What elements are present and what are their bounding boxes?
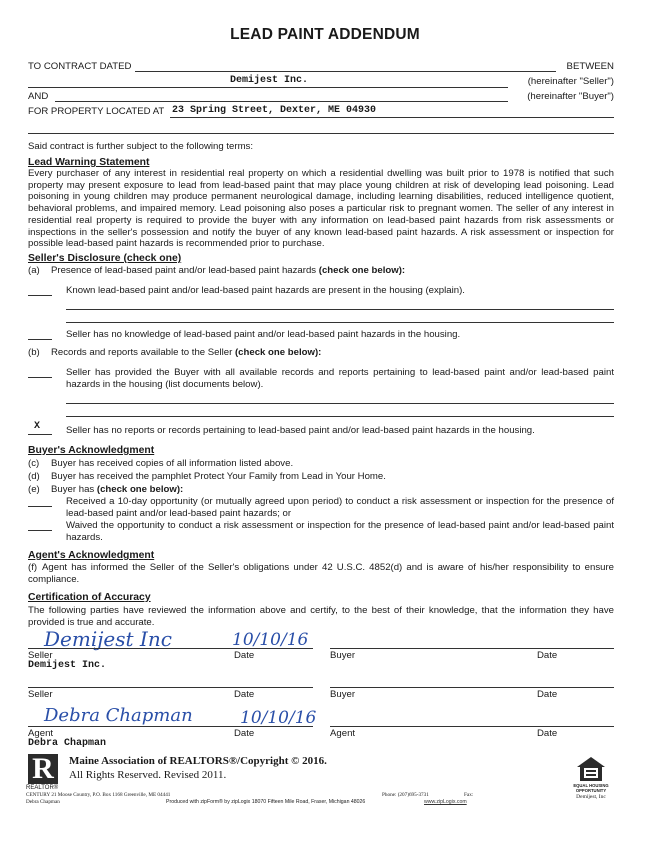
buyer2-date-label: Date [537, 689, 558, 700]
office-line: CENTURY 21 Moose Country, P.O. Box 1168 Greenville, ME 04441 [26, 792, 171, 798]
lead-warning-text: Every purchaser of any interest in residential real property on which a residential dwelling was built prior to 1978 is notified that such property may present exposure to lead from lead-based paint that may place young children at risk of developing lead poisoning. Lead poisoning in young children may produce permanent neurological damage, including learning disabilities, reduced intelligence quotient, behavioral problems, and impaired memory. Lead poisoning also poses a particular risk to pregnant women. The seller of any interest in residential real property is required to provide the buyer with any information on lead-based paint hazards from risk assessments or inspections in the seller's possession and notify the buyer of any known lead-based paint hazards. A risk assessment or inspection for possible lead-based paint hazards is recommended prior to purchase. [28, 168, 614, 250]
item-a-text: Presence of lead-based paint and/or lead-based paint hazards (check one below): [51, 265, 406, 276]
item-b-text: Records and reports available to the Seller (check one below): [51, 347, 322, 358]
agent-signature-line[interactable] [28, 726, 313, 727]
checkbox-no-records[interactable] [28, 434, 52, 435]
option-received-opportunity: Received a 10-day opportunity (or mutually agreed upon period) to conduct a risk assessment or inspection for the presence of lead-based paint and/or lead-based paint hazards; or [66, 496, 614, 519]
realtor-logo-caption: REALTOR® [26, 785, 59, 791]
and-label: AND [28, 91, 49, 102]
agent-printed-name: Debra Chapman [28, 738, 107, 749]
buyer-date-label: Date [537, 650, 558, 661]
seller-name-value: Demijest Inc. [230, 75, 309, 86]
property-field[interactable] [170, 117, 614, 118]
agent-label: Agent [28, 728, 54, 739]
page-title: LEAD PAINT ADDENDUM [230, 26, 420, 43]
item-b-label: (b) [28, 347, 40, 358]
item-f-text: Agent has informed the Seller of the Seller's obligations under 42 U.S.C. 4852(d) and is aware of his/her responsibility to ensure compliance. [28, 562, 614, 585]
equal-housing-caption: EQUAL HOUSING OPPORTUNITY [573, 783, 609, 793]
certification-heading: Certification of Accuracy [28, 592, 151, 603]
buyer2-signature-line[interactable] [330, 687, 614, 688]
property-value: 23 Spring Street, Dexter, ME 04930 [172, 105, 377, 116]
item-a-label: (a) [28, 265, 40, 276]
agent-date-label: Date [234, 728, 255, 739]
seller-signature: Demijest Inc [44, 627, 172, 651]
footer-agent-name: Debra Chapman [26, 799, 60, 805]
option-records-provided: Seller has provided the Buyer with all available records and reports pertaining to lead-based paint and/or lead-based paint hazards in the housing (list documents below). [66, 367, 614, 390]
checkbox-received-opportunity[interactable] [28, 506, 52, 507]
agent-signature-date: 10/10/16 [240, 708, 317, 728]
contract-dated-label: TO CONTRACT DATED [28, 61, 132, 72]
ziplogix-link[interactable]: www.zipLogix.com [424, 799, 467, 805]
buyer-suffix: (hereinafter "Buyer") [527, 91, 614, 102]
copyright-line2: All Rights Reserved. Revised 2011. [69, 769, 227, 781]
lead-warning-heading: Lead Warning Statement [28, 157, 150, 168]
agent-ack-heading: Agent's Acknowledgment [28, 550, 155, 561]
seller-suffix: (hereinafter "Seller") [527, 76, 614, 87]
seller-disclosure-heading: Seller's Disclosure (check one) [28, 253, 182, 264]
realtor-logo-icon: R [28, 754, 58, 784]
seller-date-label: Date [234, 650, 255, 661]
agent2-label: Agent [330, 728, 356, 739]
intro-text: Said contract is further subject to the following terms: [28, 141, 254, 152]
seller-printed-name: Demijest Inc. [28, 660, 107, 671]
file-name: Demijest, Inc [576, 794, 606, 800]
agent2-signature-line[interactable] [330, 726, 614, 727]
agent2-date-label: Date [537, 728, 558, 739]
buyer-signature-line[interactable] [330, 648, 614, 649]
produced-by: Produced with zipForm® by zipLogix 18070 Fifteen Mile Road, Fraser, Michigan 48026 [166, 799, 366, 805]
checkbox-waived-opportunity[interactable] [28, 530, 52, 531]
buyer-ack-heading: Buyer's Acknowledgment [28, 445, 155, 456]
equal-housing-icon [576, 756, 606, 782]
explain-line-1[interactable] [66, 309, 614, 310]
item-e-text: Buyer has (check one below): [51, 484, 184, 495]
copyright-line1: Maine Association of REALTORS®/Copyright © 2016. [69, 755, 327, 767]
seller2-date-label: Date [234, 689, 255, 700]
item-e-label: (e) [28, 484, 40, 495]
seller2-label: Seller [28, 689, 53, 700]
footer-phone: Phone: (207)695-3731 [382, 792, 429, 798]
footer-fax: Fax: [464, 792, 474, 798]
option-no-records: Seller has no reports or records pertaining to lead-based paint and/or lead-based paint hazards in the housing. [66, 425, 535, 436]
buyer2-label: Buyer [330, 689, 356, 700]
item-c-label: (c) [28, 458, 40, 469]
property-field-continued[interactable] [28, 133, 614, 134]
item-d-label: (d) [28, 471, 40, 482]
seller-signature-date: 10/10/16 [232, 630, 309, 650]
option-no-knowledge: Seller has no knowledge of lead-based paint and/or lead-based paint hazards in the housing. [66, 329, 461, 340]
seller-signature-line[interactable] [28, 648, 313, 649]
seller2-signature-line[interactable] [28, 687, 313, 688]
item-c-text: Buyer has received copies of all information listed above. [51, 458, 294, 469]
buyer-label: Buyer [330, 650, 356, 661]
checkbox-known-lead-paint[interactable] [28, 295, 52, 296]
seller-label: Seller [28, 650, 53, 661]
property-label: FOR PROPERTY LOCATED AT [28, 106, 165, 117]
checkbox-no-records-mark: X [34, 421, 41, 432]
checkbox-records-provided[interactable] [28, 377, 52, 378]
documents-line-1[interactable] [66, 403, 614, 404]
checkbox-no-knowledge[interactable] [28, 339, 52, 340]
item-d-text: Buyer has received the pamphlet Protect Your Family from Lead in Your Home. [51, 471, 386, 482]
between-label: BETWEEN [566, 61, 614, 72]
explain-line-2[interactable] [66, 322, 614, 323]
option-waived-opportunity: Waived the opportunity to conduct a risk assessment or inspection for the presence of lead-based paint and/or lead-based paint hazards. [66, 520, 614, 543]
agent-signature: Debra Chapman [44, 705, 193, 726]
option-known-lead-paint: Known lead-based paint and/or lead-based paint hazards are present in the housing (explain). [66, 285, 465, 296]
documents-line-2[interactable] [66, 416, 614, 417]
item-f-label: (f) [28, 562, 38, 573]
certification-text: The following parties have reviewed the information above and certify, to the best of their knowledge, that the information they have provided is true and accurate. [28, 605, 614, 628]
